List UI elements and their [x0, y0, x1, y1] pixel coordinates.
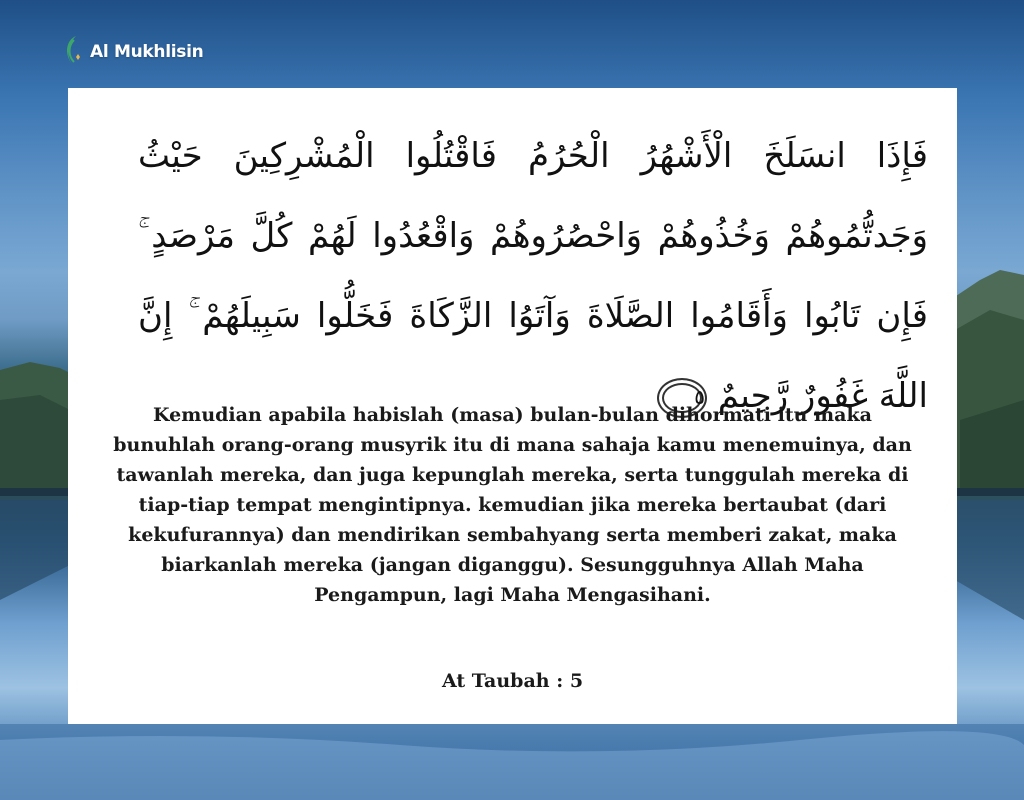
brand-name: Al Mukhlisin [90, 42, 204, 62]
brand-logo[interactable] [62, 32, 203, 72]
verse-card [68, 88, 957, 724]
arabic-verse-text: فَإِذَا انسَلَخَ الْأَشْهُرُ الْحُرُمُ فَاقْتُلُوا الْمُشْرِكِينَ حَيْثُ وَجَدتُّمُوهُمْ وَخُذُوهُمْ وَاحْصُرُوهُمْ وَاقْعُدُوا لَهُمْ كُلَّ مَرْصَدٍ ۚ فَإِن تَابُوا وَأَقَامُوا الصَّلَاةَ وَآتَوُا الزَّكَاةَ فَخَلُّوا سَبِيلَهُمْ ۚ إِنَّ اللَّهَ غَفُورٌ رَّحِيمٌ [138, 136, 928, 416]
arabic-verse [138, 116, 928, 436]
crescent-logo-icon [62, 34, 84, 70]
ayah-number-marker: ٥ [657, 378, 707, 418]
verse-translation: Kemudian apabila habislah (masa) bulan-bulan dihormati itu maka bunuhlah orang-orang musyrik itu di mana sahaja kamu menemuinya, dan tawanlah mereka, dan juga kepunglah mereka, serta tunggulah mereka di tiap-tiap tempat mengintipnya. kemudian jika mereka bertaubat (dari kekufurannya) dan mendirikan sembahyang serta memberi zakat, maka biarkanlah mereka (jangan diganggu). Sesungguhnya Allah Maha Pengampun, lagi Maha Mengasihani. [113, 404, 912, 606]
verse-reference: At Taubah : 5 [441, 670, 584, 692]
